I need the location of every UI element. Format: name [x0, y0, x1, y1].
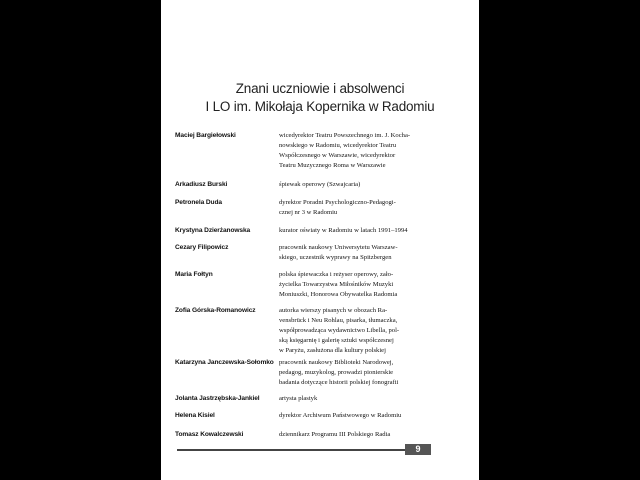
person-name: Cezary Filipowicz	[175, 244, 229, 251]
person-name: Helena Kisiel	[175, 412, 215, 419]
person-name: Tomasz Kowalczewski	[175, 431, 244, 438]
description-line: dziennikarz Programu III Polskiego Radia	[279, 431, 391, 438]
footer-rule	[177, 449, 421, 451]
person-description	[279, 243, 435, 263]
person-description	[279, 180, 435, 190]
description-line: badania dotyczące historii polskiej fonografii	[279, 379, 399, 386]
person-description	[279, 430, 435, 440]
description-line: Moniuszki, Honorowa Obywatelka Radomia	[279, 291, 398, 298]
person-description	[279, 411, 435, 421]
description-line: polska śpiewaczka i reżyser operowy, zało-	[279, 271, 394, 278]
page-title-line-1: Znani uczniowie i absolwenci	[235, 81, 405, 96]
description-line: dyrektor Poradni Psychologiczno-Pedagogi-	[279, 199, 396, 206]
description-line: Teatru Muzycznego Roma w Warszawie	[279, 162, 386, 169]
description-line: życielka Towarzystwa Miłośników Muzyki	[279, 281, 394, 288]
person-description	[279, 306, 435, 356]
person-name: Arkadiusz Burski	[175, 181, 228, 188]
description-line: nowskiego w Radomiu, wicedyrektor Teatru	[279, 142, 397, 149]
person-name: Zofia Górska-Romanowicz	[175, 307, 256, 314]
description-line: pedagog, muzykolog, prowadzi pionierskie	[279, 369, 394, 376]
person-name: Katarzyna Janczewska-Sołomko	[175, 359, 274, 366]
description-line: pracownik naukowy Biblioteki Narodowej,	[279, 359, 394, 366]
person-name: Petronela Duda	[175, 199, 222, 206]
person-name: Jolanta Jastrzębska-Jankiel	[175, 395, 260, 402]
description-line: współprowadząca wydawnictwo Libella, pol-	[279, 327, 400, 334]
description-line: dyrektor Archiwum Państwowego w Radomiu	[279, 412, 402, 419]
person-description	[279, 198, 435, 218]
description-line: cznej nr 3 w Radomiu	[279, 209, 338, 216]
person-description	[279, 358, 435, 388]
page-number-badge: 9	[405, 444, 431, 455]
description-line: Współczesnego w Warszawie, wicedyrektor	[279, 152, 396, 159]
description-line: vensbrück i Neu Rohlau, pisarka, tłumaczka,	[279, 317, 398, 324]
person-description	[279, 131, 435, 171]
person-name: Maria Fołtyn	[175, 271, 213, 278]
person-description	[279, 226, 435, 236]
description-line: autorka wierszy pisanych w obozach Ra-	[279, 307, 388, 314]
description-line: pracownik naukowy Uniwersytetu Warszaw-	[279, 244, 398, 251]
description-line: w Paryżu, zasłużona dla kultury polskiej	[279, 347, 386, 354]
person-name: Maciej Bargiełowski	[175, 132, 236, 139]
document-page	[161, 0, 479, 480]
description-line: artysta plastyk	[279, 395, 318, 402]
person-description	[279, 394, 435, 404]
description-line: wicedyrektor Teatru Powszechnego im. J. Kocha-	[279, 132, 411, 139]
person-name: Krystyna Dzierżanowska	[175, 227, 251, 234]
person-description	[279, 270, 435, 300]
description-line: skiego, uczestnik wyprawy na Spitzbergen	[279, 254, 392, 261]
description-line: śpiewak operowy (Szwajcaria)	[279, 181, 361, 188]
description-line: ską księgarnię i galerię sztuki współczesnej	[279, 337, 394, 344]
page-title-line-2: I LO im. Mikołaja Kopernika w Radomiu	[205, 99, 435, 114]
description-line: kurator oświaty w Radomiu w latach 1991–1994	[279, 227, 408, 234]
